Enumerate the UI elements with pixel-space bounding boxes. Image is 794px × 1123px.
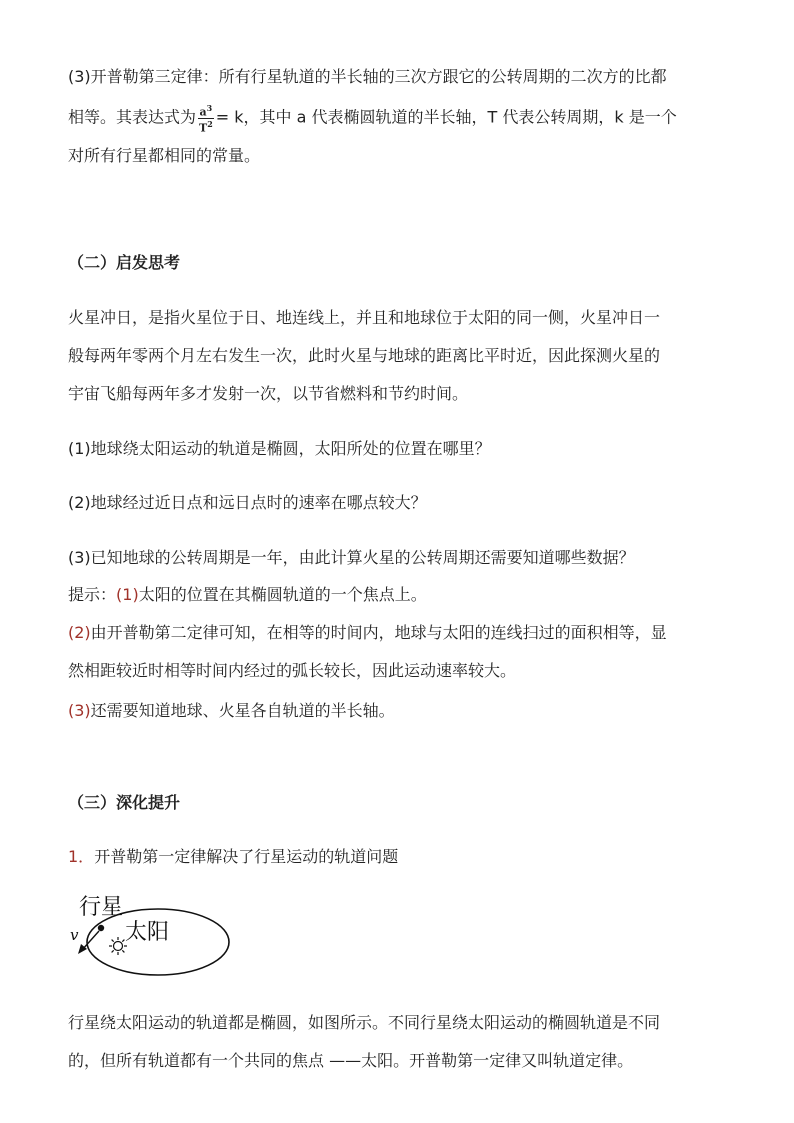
hint-label: 提示：	[68, 585, 117, 604]
question-1: (1)地球绕太阳运动的轨道是椭圆，太阳所处的位置在哪里？	[68, 439, 491, 458]
kepler3-line1: (3)开普勒第三定律：所有行星轨道的半长轴的三次方跟它的公转周期的二次方的比都	[68, 67, 667, 86]
planet-dot	[98, 925, 104, 931]
question-3: (3)已知地球的公转周期是一年，由此计算火星的公转周期还需要知道哪些数据？	[68, 548, 635, 567]
kepler3-line2-pre: 相等。其表达式为	[68, 107, 197, 127]
section3-para-line2: 的，但所有轨道都有一个共同的焦点 ——太阳。开普勒第一定律又叫轨道定律。	[68, 1051, 634, 1070]
section2-para-line2: 般每两年零两个月左右发生一次，此时火星与地球的距离比平时近，因此探测火星的	[68, 346, 661, 365]
velocity-label: v	[70, 926, 79, 944]
answer-2-line2: 然相距较近时相等时间内经过的弧长较长，因此运动速率较大。	[68, 661, 517, 680]
section2-para-line1: 火星冲日，是指火星位于日、地连线上，并且和地球位于太阳的同一侧，火星冲日一	[68, 308, 661, 327]
answer-3-number: (3)	[68, 701, 91, 720]
kepler3-line3: 对所有行星都相同的常量。	[68, 146, 261, 165]
answer-2-text1: 由开普勒第二定律可知，在相等的时间内，地球与太阳的连线扫过的面积相等，显	[90, 623, 667, 642]
section3-item1	[68, 846, 398, 868]
answer-3-text: 还需要知道地球、火星各自轨道的半长轴。	[90, 701, 395, 720]
section2-para-line3: 宇宙飞船每两年多才发射一次，以节省燃料和节约时间。	[68, 384, 469, 403]
section2-heading: （二）启发思考	[68, 253, 181, 272]
answer-3	[68, 700, 395, 722]
item1-text: 开普勒第一定律解决了行星运动的轨道问题	[94, 847, 399, 866]
kepler3-line2-post: = k，其中 a 代表椭圆轨道的半长轴，T 代表公转周期，k 是一个	[215, 107, 677, 127]
answer-1-number: (1)	[116, 585, 139, 604]
sun-label: 太阳	[125, 920, 170, 945]
formula-numerator: $a^3$	[199, 103, 213, 119]
kepler3-formula	[198, 103, 214, 133]
section3-heading: （三）深化提升	[68, 793, 181, 812]
question-2: (2)地球经过近日点和远日点时的速率在哪点较大？	[68, 493, 427, 512]
formula-denominator: $T^2$	[199, 118, 213, 135]
section3-para-line1: 行星绕太阳运动的轨道都是椭圆，如图所示。不同行星绕太阳运动的椭圆轨道是不同	[68, 1013, 661, 1032]
kepler3-line2	[68, 103, 677, 133]
answer-1-text: 太阳的位置在其椭圆轨道的一个焦点上。	[138, 585, 427, 604]
item1-number: 1．	[68, 847, 95, 866]
orbit-diagram	[62, 888, 242, 984]
answer-2-number: (2)	[68, 623, 91, 642]
sun-icon	[109, 937, 127, 955]
answer-2-line1	[68, 622, 667, 644]
answer-1	[68, 584, 427, 606]
planet-label: 行星	[79, 895, 124, 920]
